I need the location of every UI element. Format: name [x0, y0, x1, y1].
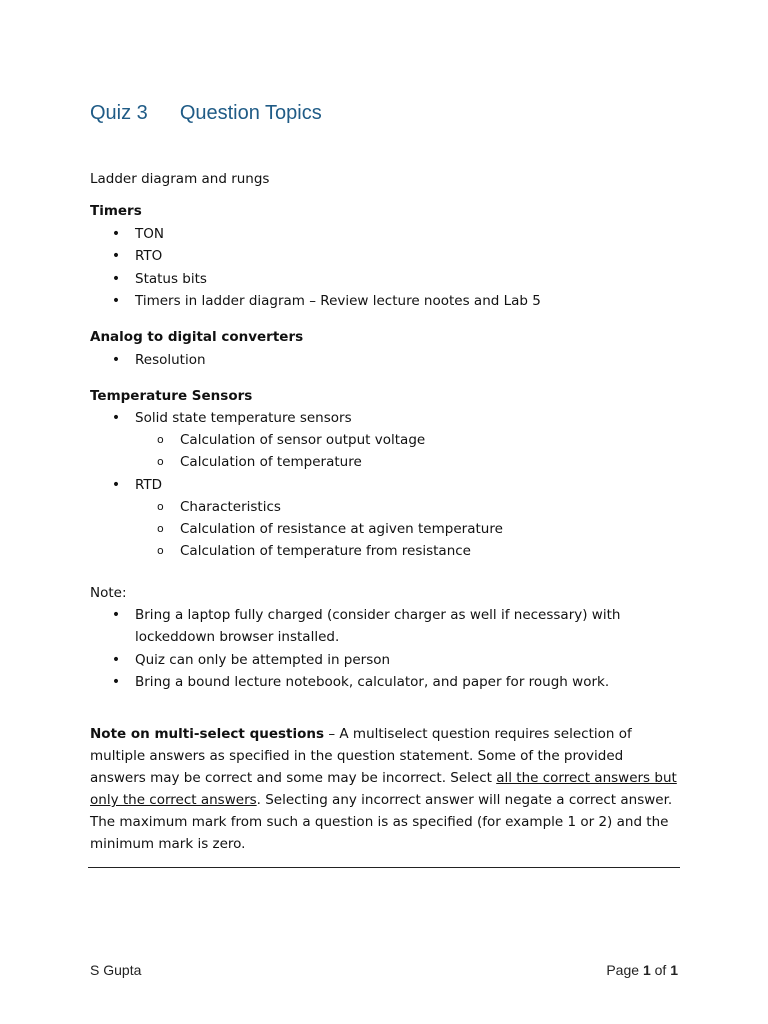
timers-list [90, 223, 680, 313]
underlined-emphasis: all the correct answers but only the correct answers [90, 770, 677, 808]
list-item: • RTO [90, 245, 680, 267]
list-item: • Status bits [90, 268, 680, 290]
sub-list-item: o Calculation of temperature [135, 451, 680, 473]
circle-bullet-icon: o [157, 455, 164, 468]
document-body [90, 168, 680, 855]
rtd-sublist [135, 496, 680, 562]
bullet-icon: • [111, 248, 121, 264]
multi-select-heading: Note on multi-select questions [90, 726, 325, 742]
adc-heading: Analog to digital converters [90, 329, 304, 345]
sub-list-item: o Calculation of sensor output voltage [135, 429, 680, 451]
list-item: • Resolution [90, 349, 680, 371]
footer-divider [88, 867, 680, 868]
note-list [90, 604, 680, 693]
circle-bullet-icon: o [157, 499, 164, 513]
bullet-icon: • [111, 351, 121, 368]
list-item: • Bring a bound lecture notebook, calculator, and paper for rough work. [90, 671, 680, 693]
circle-bullet-icon: o [157, 543, 164, 557]
bullet-icon: • [111, 225, 121, 242]
adc-list [90, 349, 680, 371]
sub-list-item: o Calculation of resistance at agiven temperature [135, 518, 680, 540]
bullet-icon: • [111, 674, 121, 690]
bullet-icon: • [111, 607, 121, 623]
sub-list-item: o Calculation of temperature from resistance [135, 540, 680, 562]
quiz-label: Quiz 3 [90, 102, 148, 124]
list-item: • Timers in ladder diagram – Review lecture nootes and Lab 5 [90, 290, 680, 312]
temp-heading: Temperature Sensors [90, 387, 253, 404]
bullet-icon: • [111, 410, 121, 426]
sub-list-item: o Characteristics [135, 496, 680, 518]
topic-label: Question Topics [179, 102, 322, 124]
list-item: • Quiz can only be attempted in person [90, 649, 680, 671]
bullet-icon: • [111, 270, 121, 287]
page-title [90, 102, 322, 125]
timers-heading: Timers [90, 203, 142, 219]
bullet-icon: • [111, 651, 121, 668]
circle-bullet-icon: o [157, 433, 164, 446]
list-item: • TON [90, 223, 680, 245]
solid-state-sublist [135, 429, 680, 473]
footer-author: S Gupta [90, 962, 142, 978]
temp-list [90, 407, 680, 562]
list-item: • Bring a laptop fully charged (consider charger as well if necessary) with lockeddown browser installed. [90, 604, 680, 648]
circle-bullet-icon: o [157, 521, 164, 535]
list-item: • RTD o Characteristics o Calculation of resistance at agiven temperature o Calculation of temperature from resistance [90, 474, 680, 562]
page-number: Page 1 of 1 [606, 962, 678, 978]
multi-select-note: Note on multi-select questions – A multiselect question requires selection of multiple answers as specified in the question statement. Some of the provided answers may be correct and some may be incorrect. Select all the correct answers but only the correct answers. Selecting any incorrect answer will negate a correct answer. The maximum mark from such a question is as specified (for example 1 or 2) and the minimum mark is zero. [90, 726, 677, 852]
bullet-icon: • [111, 293, 121, 309]
bullet-icon: • [111, 476, 121, 493]
list-item: • Solid state temperature sensors o Calculation of sensor output voltage o Calculation of temperature [90, 407, 680, 473]
note-label: Note: [90, 584, 127, 601]
intro-line: Ladder diagram and rungs [90, 171, 270, 187]
